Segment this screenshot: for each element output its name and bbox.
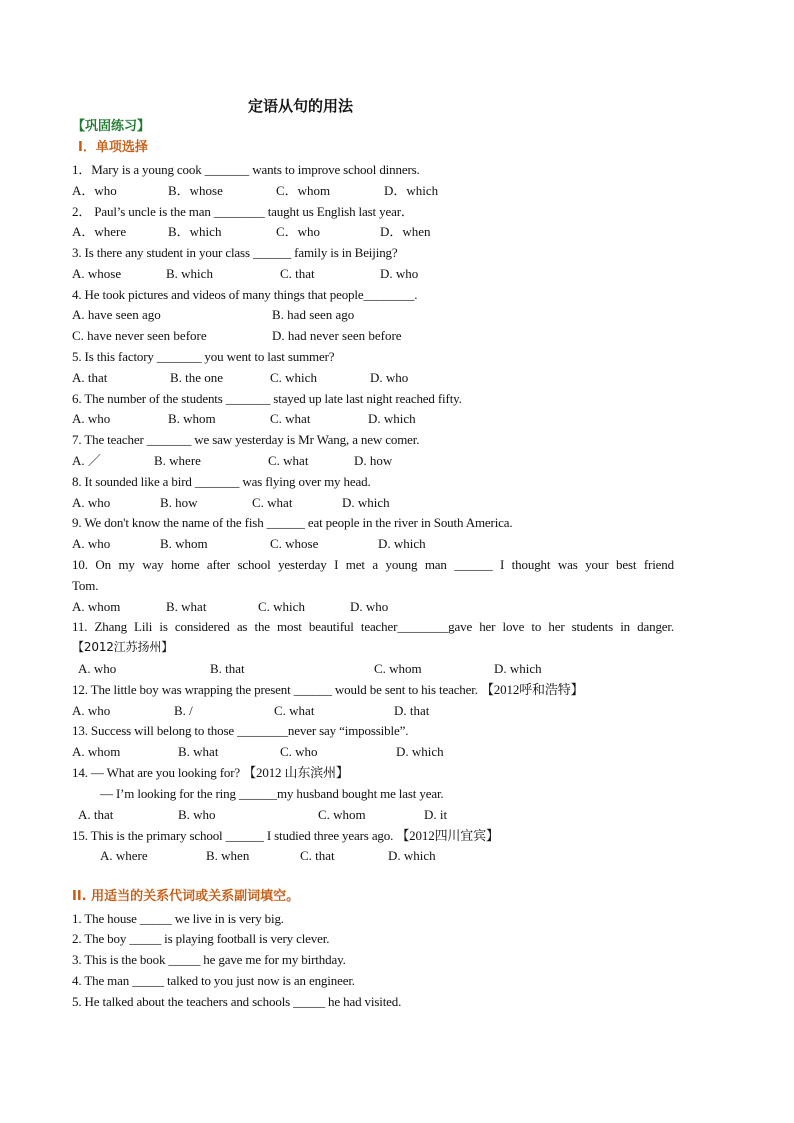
- option-a: A. whom: [72, 599, 121, 614]
- option-c: C. whose: [270, 536, 319, 551]
- option-b: B. that: [210, 661, 245, 676]
- option-c: C. that: [280, 266, 315, 281]
- option-a: A．who: [72, 183, 117, 198]
- option-a: A. whose: [72, 266, 122, 281]
- option-d: D. it: [424, 807, 448, 822]
- question-stem: 13. Success will belong to those ________never say “impossible”.: [72, 723, 409, 738]
- section1-heading: I．单项选择: [78, 140, 148, 155]
- option-c: C. what: [252, 495, 293, 510]
- option-c: C. that: [300, 848, 335, 863]
- option-d: D. that: [394, 703, 430, 718]
- option-a: A. where: [100, 848, 148, 863]
- options-row: [78, 806, 778, 823]
- option-d: D. which: [494, 661, 542, 676]
- option-d: D．which: [384, 183, 439, 198]
- option-b: B. where: [154, 453, 201, 468]
- option-a: A. who: [78, 661, 117, 676]
- option-b: B．whose: [168, 183, 223, 198]
- question-stem: 15. This is the primary school ______ I studied three years ago. 【2012四川宜宾】: [72, 828, 499, 843]
- option-c: C. have never seen before: [72, 328, 207, 343]
- option-d: D. who: [350, 599, 389, 614]
- option-d: D. how: [354, 453, 393, 468]
- option-d: D．when: [380, 224, 431, 239]
- option-b: B. what: [166, 599, 207, 614]
- options-row: [72, 265, 772, 282]
- option-d: D. which: [342, 495, 390, 510]
- options-row: [100, 847, 794, 864]
- option-b: B. how: [160, 495, 198, 510]
- option-a: A. whom: [72, 744, 121, 759]
- question-stem: 6. The number of the students _______ stayed up late last night reached fifty.: [72, 391, 462, 406]
- question-stem: 3. Is there any student in your class ______ family is in Beijing?: [72, 245, 398, 260]
- option-a: A. who: [72, 703, 111, 718]
- option-c: C. whom: [374, 661, 422, 676]
- question-stem: 10. On my way home after school yesterday I met a young man ______ I thought was your best friend: [72, 557, 674, 572]
- option-d: D. had never seen before: [272, 328, 402, 343]
- option-a: A. who: [72, 495, 111, 510]
- option-c: C. what: [274, 703, 315, 718]
- practice-header: 【巩固练习】: [72, 119, 151, 134]
- option-b: B．which: [168, 224, 222, 239]
- options-row: [72, 182, 772, 199]
- option-c: C．who: [276, 224, 321, 239]
- options-row: [72, 306, 772, 323]
- option-a: A. have seen ago: [72, 307, 161, 322]
- option-a: A. who: [72, 411, 111, 426]
- fill-in-item: 5. He talked about the teachers and schools _____ he had visited.: [72, 994, 402, 1009]
- options-row: [72, 410, 772, 427]
- option-a: A. who: [72, 536, 111, 551]
- question-stem: 14. — What are you looking for? 【2012 山东滨州】: [72, 765, 349, 780]
- question-stem: 1．Mary is a young cook _______ wants to improve school dinners.: [72, 162, 420, 177]
- options-row: [72, 535, 772, 552]
- question-stem: 5. Is this factory _______ you went to last summer?: [72, 349, 335, 364]
- option-b: B. had seen ago: [272, 307, 355, 322]
- options-row: [78, 660, 778, 677]
- option-c: C．whom: [276, 183, 331, 198]
- option-b: B. whom: [168, 411, 216, 426]
- option-c: C. whom: [318, 807, 366, 822]
- option-d: D. who: [380, 266, 419, 281]
- options-row: [72, 223, 772, 240]
- options-row: [72, 598, 772, 615]
- option-b: B. the one: [170, 370, 224, 385]
- question-stem: 12. The little boy was wrapping the present ______ would be sent to his teacher. 【2012呼和浩特】: [72, 682, 584, 697]
- option-d: D. which: [396, 744, 444, 759]
- option-c: C. which: [258, 599, 305, 614]
- option-c: C. what: [270, 411, 311, 426]
- page-title: 定语从句的用法: [248, 97, 354, 115]
- options-row: [72, 702, 772, 719]
- fill-in-item: 4. The man _____ talked to you just now is an engineer.: [72, 973, 355, 988]
- option-c: C. what: [268, 453, 309, 468]
- question-stem: 2． Paul’s uncle is the man ________ taught us English last year．: [72, 204, 414, 219]
- option-b: B. which: [166, 266, 213, 281]
- question-stem: 9. We don't know the name of the fish ______ eat people in the river in South America.: [72, 515, 513, 530]
- option-a: A. ／: [72, 453, 101, 468]
- option-d: D. which: [388, 848, 436, 863]
- fill-in-item: 2. The boy _____ is playing football is very clever.: [72, 931, 330, 946]
- question-stem: 7. The teacher _______ we saw yesterday is Mr Wang, a new comer.: [72, 432, 420, 447]
- option-b: B. what: [178, 744, 219, 759]
- options-row: [72, 369, 772, 386]
- fill-in-item: 1. The house _____ we live in is very big.: [72, 911, 284, 926]
- fill-in-item: 3. This is the book _____ he gave me for my birthday.: [72, 952, 346, 967]
- option-c: C. who: [280, 744, 318, 759]
- question-stem-continuation: — I’m looking for the ring ______my husband bought me last year.: [100, 786, 444, 801]
- options-row: [72, 452, 772, 469]
- section2-heading: II. 用适当的关系代词或关系副词填空。: [72, 889, 300, 904]
- option-b: B. /: [174, 703, 193, 718]
- question-stem: 11. Zhang Lili is considered as the most beautiful teacher________gave her love to her students in danger.: [72, 619, 674, 634]
- question-source: 【2012江苏扬州】: [72, 640, 174, 654]
- question-stem-continuation: Tom.: [72, 578, 99, 593]
- option-d: D. which: [378, 536, 426, 551]
- option-b: B. whom: [160, 536, 208, 551]
- options-row: [72, 494, 772, 511]
- options-row: [72, 327, 772, 344]
- option-b: B. when: [206, 848, 250, 863]
- option-d: D. who: [370, 370, 409, 385]
- question-stem: 8. It sounded like a bird _______ was flying over my head.: [72, 474, 371, 489]
- option-a: A. that: [72, 370, 108, 385]
- option-a: A．where: [72, 224, 127, 239]
- options-row: [72, 743, 772, 760]
- question-stem: 4. He took pictures and videos of many things that people________.: [72, 287, 418, 302]
- option-c: C. which: [270, 370, 317, 385]
- option-d: D. which: [368, 411, 416, 426]
- option-b: B. who: [178, 807, 216, 822]
- option-a: A. that: [78, 807, 114, 822]
